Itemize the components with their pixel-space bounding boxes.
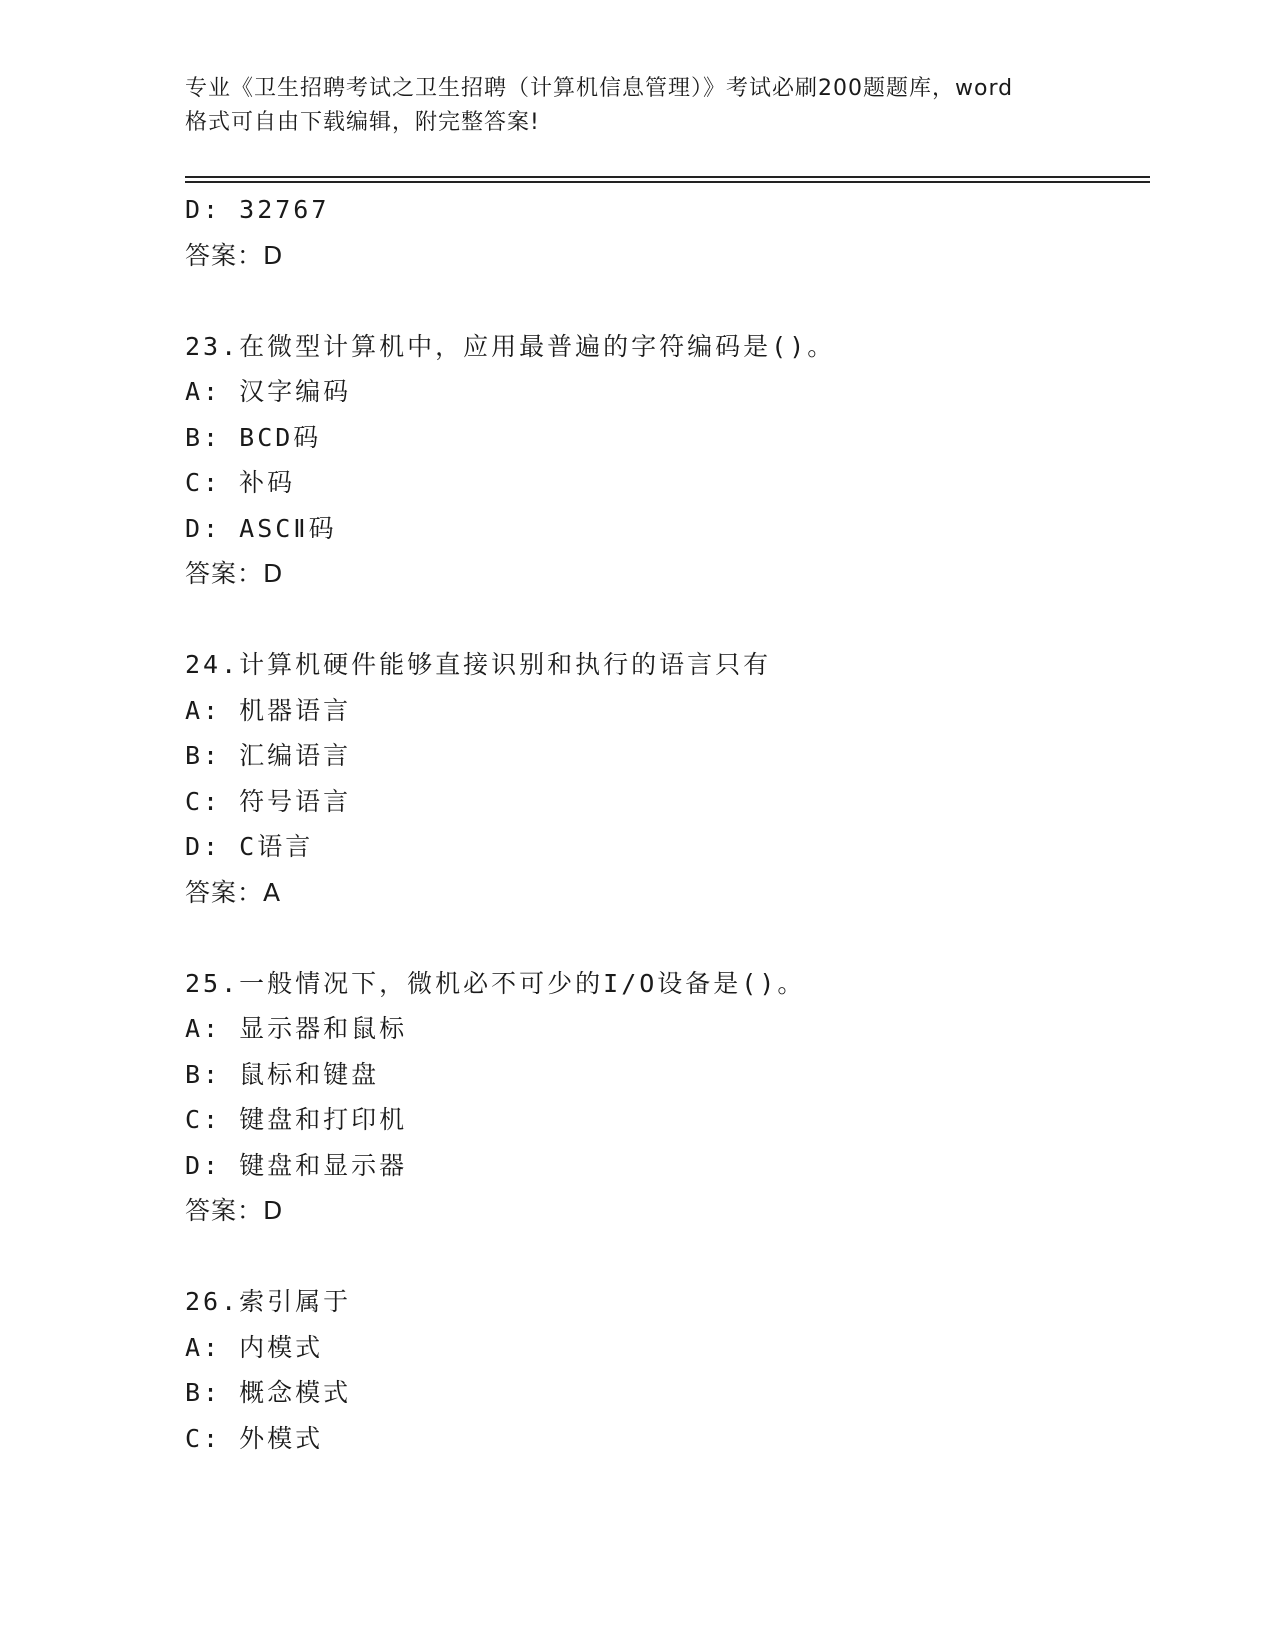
option-a: A: 内模式 [185,1332,324,1362]
spacer [185,915,1115,961]
option-d: D: 键盘和显示器 [185,1150,408,1180]
answer-line: 答案：A [185,877,282,907]
option-c: C: 符号语言 [185,786,352,816]
header-divider-bottom [185,181,1150,183]
option-b: B: 概念模式 [185,1378,352,1407]
answer-line: 答案：D [185,1196,284,1225]
spacer [185,278,1115,324]
option-d: D: ASCⅡ码 [185,513,337,543]
option-a: A: 显示器和鼠标 [185,1014,408,1043]
header-line-2: 格式可自由下载编辑，附完整答案! [185,110,540,135]
question-stem: 26.索引属于 [185,1287,352,1316]
option-b: B: 汇编语言 [185,741,352,770]
option-a: A: 机器语言 [185,695,352,725]
option-b: B: BCD码 [185,422,322,452]
option-c: C: 键盘和打印机 [185,1105,408,1134]
question-block [185,642,1115,915]
question-stem: 24.计算机硬件能够直接识别和执行的语言只有 [185,650,772,679]
document-header [185,72,1115,140]
question-list [185,187,1115,1461]
option-c: C: 外模式 [185,1423,324,1453]
question-block [185,961,1115,1234]
answer-line: 答案：D [185,559,284,588]
header-divider-top [185,176,1150,178]
spacer [185,1234,1115,1280]
question-block [185,1279,1115,1461]
answer-line: 答案：D [185,240,284,270]
question-block [185,187,1115,278]
option-d: D: C语言 [185,832,314,861]
spacer [185,597,1115,643]
option-a: A: 汉字编码 [185,377,352,406]
option-d: D: 32767 [185,195,330,224]
option-c: C: 补码 [185,468,296,497]
header-line-1: 专业《卫生招聘考试之卫生招聘（计算机信息管理）》考试必刷200题题库，word [185,76,1014,101]
question-stem: 23.在微型计算机中，应用最普遍的字符编码是()。 [185,331,836,361]
question-block [185,324,1115,597]
option-b: B: 鼠标和键盘 [185,1059,380,1089]
question-stem: 25.一般情况下，微机必不可少的I/O设备是()。 [185,968,806,998]
